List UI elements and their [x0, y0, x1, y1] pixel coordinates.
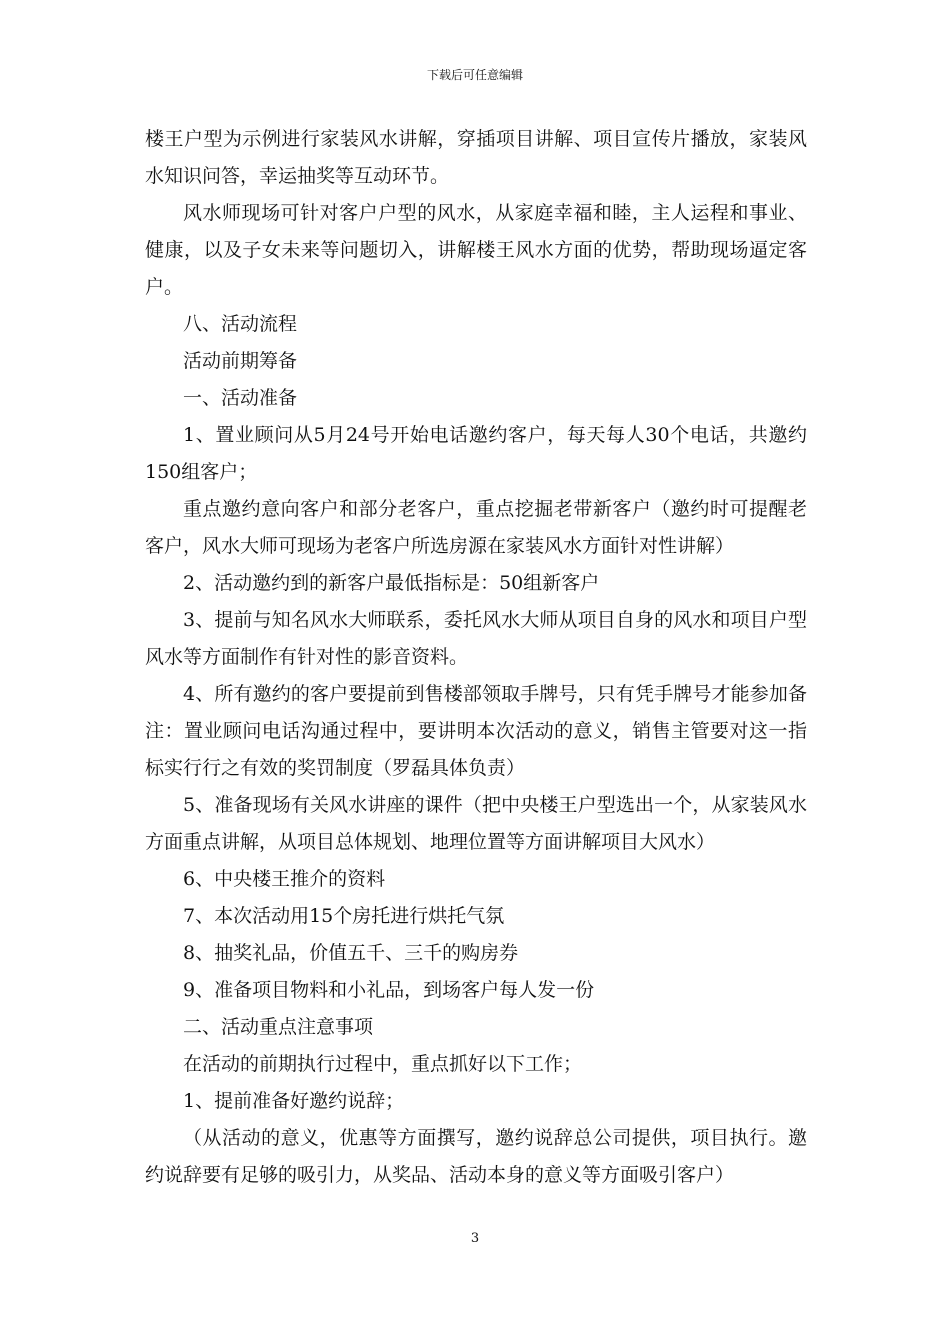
paragraph: 5、准备现场有关风水讲座的课件（把中央楼王户型选出一个，从家装风水方面重点讲解，从项目总体规划、地理位置等方面讲解项目大风水） — [145, 794, 807, 853]
paragraph: 9、准备项目物料和小礼品，到场客户每人发一份 — [183, 979, 595, 1001]
paragraph: 二、活动重点注意事项 — [183, 1016, 374, 1038]
paragraph: 1、提前准备好邀约说辞； — [183, 1090, 405, 1112]
paragraph: 3、提前与知名风水大师联系，委托风水大师从项目自身的风水和项目户型风水等方面制作有针对性的影音资料。 — [145, 609, 807, 668]
paragraph: 2、活动邀约到的新客户最低指标是：50组新客户 — [183, 572, 600, 594]
paragraph: 7、本次活动用15个房托进行烘托气氛 — [183, 905, 505, 927]
paragraph: 6、中央楼王推介的资料 — [183, 868, 386, 890]
paragraph: 八、活动流程 — [183, 313, 298, 335]
paragraph: （从活动的意义，优惠等方面撰写，邀约说辞总公司提供，项目执行。邀约说辞要有足够的吸引力，从奖品、活动本身的意义等方面吸引客户） — [145, 1127, 807, 1186]
paragraph: 风水师现场可针对客户户型的风水，从家庭幸福和睦，主人运程和事业、健康，以及子女未来等问题切入，讲解楼王风水方面的优势，帮助现场逼定客户。 — [145, 202, 807, 298]
paragraph: 8、抽奖礼品，价值五千、三千的购房券 — [183, 942, 519, 964]
paragraph: 重点邀约意向客户和部分老客户，重点挖掘老带新客户（邀约时可提醒老客户，风水大师可现场为老客户所选房源在家装风水方面针对性讲解） — [145, 498, 807, 557]
page-header: 下载后可任意编辑 — [426, 68, 523, 82]
paragraph: 4、所有邀约的客户要提前到售楼部领取手牌号，只有凭手牌号才能参加备注：置业顾问电话沟通过程中，要讲明本次活动的意义，销售主管要对这一指标实行行之有效的奖罚制度（罗磊具体负责） — [145, 683, 807, 779]
document-body — [145, 121, 807, 1194]
paragraph: 楼王户型为示例进行家装风水讲解，穿插项目讲解、项目宣传片播放，家装风水知识问答，幸运抽奖等互动环节。 — [145, 128, 807, 187]
paragraph: 活动前期筹备 — [183, 350, 298, 372]
paragraph: 一、活动准备 — [183, 387, 298, 409]
paragraph: 在活动的前期执行过程中，重点抓好以下工作； — [183, 1053, 583, 1075]
page-number: 3 — [470, 1231, 480, 1246]
paragraph: 1、置业顾问从5月24号开始电话邀约客户，每天每人30个电话，共邀约150组客户； — [145, 424, 807, 483]
